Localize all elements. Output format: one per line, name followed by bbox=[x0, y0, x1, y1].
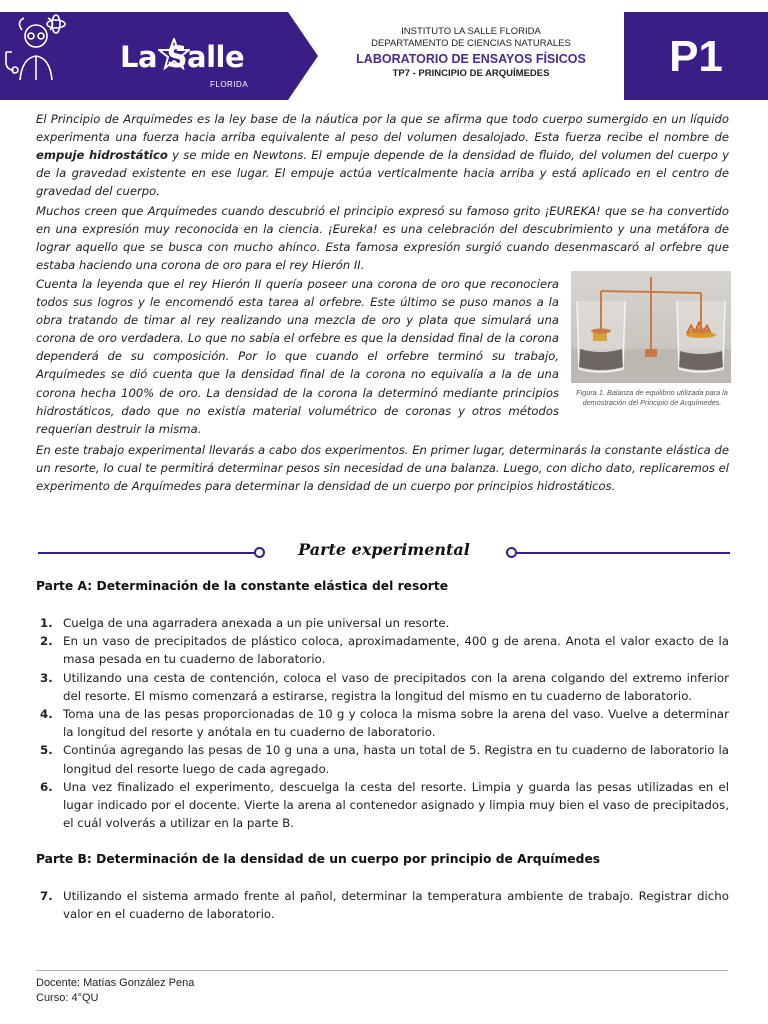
intro-paragraph-3: Cuenta la leyenda que el rey Hierón II quería poseer una corona de oro que reconociera todos sus logros y le encomendó esta tarea al orfebre. Este último se puso manos a la obra tratando de timar al rey realizando una mezcla de oro y plata que simulará una corona de oro verdadera. Lo que no sabía el orfebre es que la densidad final de la corona dependerá de su composición. Por lo que cuando el orfebre terminó su trabajo, Arquímedes se dió cuenta que la densidad final de la corona no equivalía a la de una corona hecha 100% de oro. La densidad de la corona la determinó mediante principios hidrostáticos, dado que no existía material volumétrico de coronas y otros métodos requerían destruir la misma. bbox=[36, 277, 559, 436]
part-b-steps bbox=[36, 887, 729, 923]
step-item bbox=[36, 705, 729, 741]
step-number: 5. bbox=[40, 743, 53, 758]
step-number: 6. bbox=[40, 779, 53, 794]
step-number: 7. bbox=[40, 889, 53, 903]
practical-title: TP7 - PRINCIPIO DE ARQUÍMEDES bbox=[392, 68, 550, 79]
intro-paragraph-2: Muchos creen que Arquímedes cuando descubrió el principio expresó su famoso grito ¡EUREKA! que se ha convertido en una expresión muy reconocida en la ciencia. ¡Eureka! es una celebración del descubrimiento y una metáfora de lograr aquello que se busca con mucho ahínco. Esta famosa expresión surgió cuando desenmascaró al orfebre que estaba haciendo una corona de oro para el rey Hierón II. bbox=[36, 204, 729, 273]
balance-photo bbox=[571, 271, 731, 383]
step-text: Utilizando el sistema armado frente al pañol, determinar la temperatura ambiente de trabajo. Registrar dicho valor en el cuaderno de laboratorio. bbox=[63, 889, 729, 922]
header-titles bbox=[330, 26, 612, 80]
step-item bbox=[36, 614, 729, 632]
step-item bbox=[36, 669, 729, 705]
page-badge-label: P1 bbox=[669, 32, 723, 81]
step-text: Continúa agregando las pesas de 10 g una a una, hasta un total de 5. Registra en tu cuaderno de laboratorio la longitud del resorte luego de cada agregado. bbox=[63, 743, 729, 776]
intro-paragraph-4: En este trabajo experimental llevarás a cabo dos experimentos. En primer lugar, determinarás la constante elástica de un resorte, lo cual te permitirá determinar pesos sin necesidad de una balanza. Luego, con dicho dato, replicaremos el experimento de Arquímedes para determinar la densidad de un cuerpo por principios hidrostáticos. bbox=[36, 443, 729, 494]
part-a-title: Parte A: Determinación de la constante elástica del resorte bbox=[36, 579, 449, 593]
logo-wordmark: La Salle bbox=[120, 40, 245, 74]
section-divider-right bbox=[516, 552, 730, 554]
step-text: Utilizando una cesta de contención, coloca el vaso de precipitados con la arena colgando del extremo inferior del resorte. El mismo comenzará a estirarse, registra la longitud del mismo en tu cuaderno de laboratorio. bbox=[63, 670, 729, 703]
step-item bbox=[36, 887, 729, 923]
figure-caption: Figura 1. Balanza de equilibrio utilizada para la demostración del Principio de Arquímedes. bbox=[576, 388, 728, 407]
part-a-steps bbox=[36, 614, 729, 832]
step-number: 3. bbox=[40, 670, 53, 685]
step-item bbox=[36, 632, 729, 668]
footer-course: Curso: 4°QU bbox=[36, 992, 99, 1004]
footer-divider bbox=[36, 970, 728, 971]
part-b-title: Parte B: Determinación de la densidad de un cuerpo por principio de Arquímedes bbox=[36, 852, 601, 866]
step-text: En un vaso de precipitados de plástico coloca, aproximadamente, 400 g de arena. Anota el valor exacto de la masa pesada en tu cuaderno de laboratorio. bbox=[63, 634, 729, 667]
section-title: Parte experimental bbox=[298, 540, 470, 559]
lab-title: LABORATORIO DE ENSAYOS FÍSICOS bbox=[356, 52, 586, 66]
logo-star-icon bbox=[158, 38, 190, 70]
page-badge bbox=[624, 12, 768, 100]
step-number: 1. bbox=[40, 616, 53, 630]
step-item bbox=[36, 778, 729, 833]
step-text: Toma una de las pesas proporcionadas de 10 g y coloca la misma sobre la arena del vaso. Vuelve a determinar la longitud del resorte y anótala en tu cuaderno de laboratorio. bbox=[63, 707, 729, 740]
department-name: DEPARTAMENTO DE CIENCIAS NATURALES bbox=[371, 38, 571, 49]
bold-term: empuje hidrostático bbox=[36, 148, 168, 163]
step-text: Cuelga de una agarradera anexada a un pie universal un resorte. bbox=[63, 616, 450, 630]
footer-teacher: Docente: Matías González Pena bbox=[36, 977, 195, 989]
section-divider-dot-left bbox=[254, 547, 265, 558]
balance-illustration-icon bbox=[571, 271, 731, 383]
section-divider-left bbox=[38, 552, 256, 554]
step-number: 4. bbox=[40, 707, 53, 722]
scientist-emblem-icon bbox=[0, 12, 70, 82]
institute-name: INSTITUTO LA SALLE FLORIDA bbox=[401, 26, 541, 37]
step-item bbox=[36, 741, 729, 777]
step-number: 2. bbox=[40, 634, 53, 649]
intro-paragraph-1: El Principio de Arquímedes es la ley base de la náutica por la que se afirma que todo cuerpo sumergido en un líquido experimenta una fuerza hacia arriba equivalente al peso del volumen desalojado. Esta fuerza recibe el nombre de empuje hidrostático y se mide en Newtons. El empuje depende de la densidad de fluido, del volumen del cuerpo y de la gravedad existente en ese lugar. El empuje actúa verticalmente hacia arriba y está aplicado en el centro de gravedad del cuerpo. bbox=[36, 112, 730, 199]
step-text: Una vez finalizado el experimento, descuelga la cesta del resorte. Limpia y guarda las pesas utilizadas en el lugar indicado por el docente. Vierte la arena al contenedor asignado y limpia muy bien el vaso de precipitados, el cuál volverás a utilizar en la parte B. bbox=[63, 779, 729, 831]
logo-subtitle: FLORIDA bbox=[210, 80, 249, 89]
